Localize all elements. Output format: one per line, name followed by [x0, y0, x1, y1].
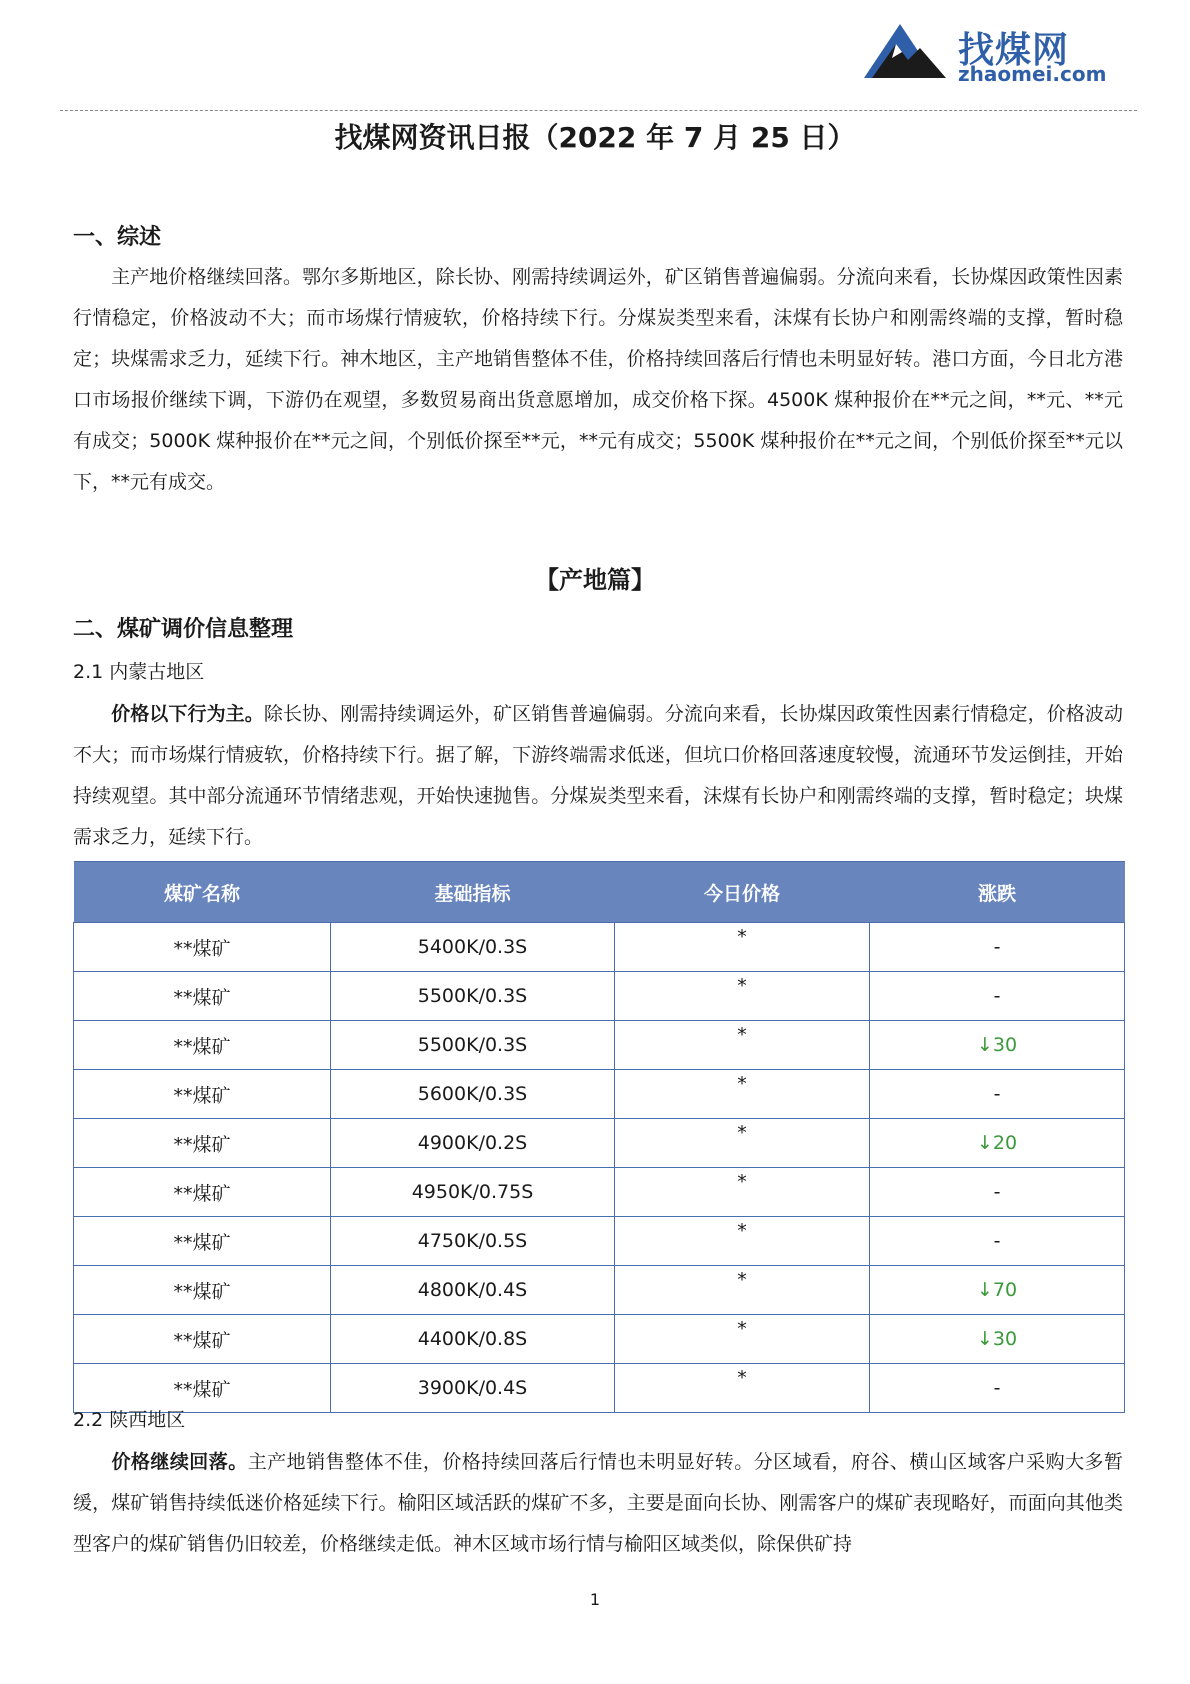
shaanxi-lead: 价格继续回落。	[111, 1451, 248, 1473]
price-cell: *	[615, 1364, 870, 1413]
subsection-heading-shaanxi: 2.2 陕西地区	[73, 1409, 186, 1431]
price-cell: *	[615, 1070, 870, 1119]
column-header-spec: 基础指标	[331, 862, 615, 923]
mine-name-cell: **煤矿	[74, 1217, 331, 1266]
mine-name-cell: **煤矿	[74, 1266, 331, 1315]
table-header-row	[74, 862, 1125, 923]
table-row	[74, 923, 1125, 972]
change-cell: -	[870, 923, 1125, 972]
change-cell: -	[870, 1217, 1125, 1266]
table-row	[74, 1070, 1125, 1119]
mine-name-cell: **煤矿	[74, 1070, 331, 1119]
header-divider	[60, 110, 1137, 111]
spec-cell: 4750K/0.5S	[331, 1217, 615, 1266]
mine-name-cell: **煤矿	[74, 923, 331, 972]
shaanxi-text: 主产地销售整体不佳，价格持续回落后行情也未明显好转。分区域看，府谷、横山区域客户采购大多暂缓，煤矿销售持续低迷价格延续下行。榆阳区域活跃的煤矿不多，主要是面向长协、刚需客户的煤矿表现略好，而面向其他类型客户的煤矿销售仍旧较差，价格继续走低。神木区域市场行情与榆阳区域类似，除保供矿持	[73, 1451, 1123, 1555]
section-heading-price-adjustments: 二、煤矿调价信息整理	[73, 617, 294, 642]
price-cell: *	[615, 1266, 870, 1315]
shaanxi-paragraph	[73, 1442, 1123, 1565]
spec-cell: 5500K/0.3S	[331, 972, 615, 1021]
price-cell: *	[615, 1168, 870, 1217]
mountain-logo-icon	[862, 20, 954, 80]
change-cell: -	[870, 1070, 1125, 1119]
mine-name-cell: **煤矿	[74, 1119, 331, 1168]
spec-cell: 4950K/0.75S	[331, 1168, 615, 1217]
spec-cell: 4800K/0.4S	[331, 1266, 615, 1315]
price-cell: *	[615, 1217, 870, 1266]
price-cell: *	[615, 972, 870, 1021]
column-header-price: 今日价格	[615, 862, 870, 923]
column-header-mine-name: 煤矿名称	[74, 862, 331, 923]
mine-name-cell: **煤矿	[74, 1021, 331, 1070]
spec-cell: 5600K/0.3S	[331, 1070, 615, 1119]
table-row	[74, 1168, 1125, 1217]
page-title: 找煤网资讯日报（2022 年 7 月 25 日）	[334, 121, 856, 154]
spec-cell: 5400K/0.3S	[331, 923, 615, 972]
part-heading-origin: 【产地篇】	[535, 566, 655, 594]
column-header-change: 涨跌	[870, 862, 1125, 923]
spec-cell: 3900K/0.4S	[331, 1364, 615, 1413]
table-row	[74, 972, 1125, 1021]
spec-cell: 4900K/0.2S	[331, 1119, 615, 1168]
price-cell: *	[615, 1119, 870, 1168]
table-row	[74, 1217, 1125, 1266]
mine-name-cell: **煤矿	[74, 1315, 331, 1364]
change-cell: ↓30	[870, 1315, 1125, 1364]
table-row	[74, 1119, 1125, 1168]
table-row	[74, 1021, 1125, 1070]
table-row	[74, 1364, 1125, 1413]
change-cell: ↓70	[870, 1266, 1125, 1315]
overview-text: 主产地价格继续回落。鄂尔多斯地区，除长协、刚需持续调运外，矿区销售普遍偏弱。分流向来看，长协煤因政策性因素行情稳定，价格波动不大；而市场煤行情疲软，价格持续下行。分煤炭类型来看，沫煤有长协户和刚需终端的支撑，暂时稳定；块煤需求乏力，延续下行。神木地区，主产地销售整体不佳，价格持续回落后行情也未明显好转。港口方面，今日北方港口市场报价继续下调，下游仍在观望，多数贸易商出货意愿增加，成交价格下探。4500K 煤种报价在**元之间，**元、**元有成交；5000K 煤种报价在**元之间，个别低价探至**元，**元有成交；5500K 煤种报价在**元之间，个别低价探至**元以下，**元有成交。	[73, 266, 1123, 493]
spec-cell: 4400K/0.8S	[331, 1315, 615, 1364]
logo-domain: zhaomei.com	[958, 62, 1107, 86]
price-cell: *	[615, 1021, 870, 1070]
page-number: 1	[589, 1590, 601, 1609]
table-row	[74, 1315, 1125, 1364]
change-cell: ↓30	[870, 1021, 1125, 1070]
price-cell: *	[615, 923, 870, 972]
logo-chinese-name: 找煤网	[958, 30, 1070, 71]
section-heading-overview: 一、综述	[73, 225, 162, 250]
change-cell: -	[870, 972, 1125, 1021]
price-cell: *	[615, 1315, 870, 1364]
mine-name-cell: **煤矿	[74, 1364, 331, 1413]
mine-name-cell: **煤矿	[74, 1168, 331, 1217]
overview-paragraph	[73, 257, 1123, 503]
inner-mongolia-paragraph	[73, 694, 1123, 858]
table-body	[74, 923, 1125, 1413]
subsection-heading-inner-mongolia: 2.1 内蒙古地区	[73, 661, 205, 683]
coal-mine-price-table	[73, 861, 1125, 1413]
mine-name-cell: **煤矿	[74, 972, 331, 1021]
spec-cell: 5500K/0.3S	[331, 1021, 615, 1070]
change-cell: -	[870, 1168, 1125, 1217]
change-cell: ↓20	[870, 1119, 1125, 1168]
table-row	[74, 1266, 1125, 1315]
inner-mongolia-text: 除长协、刚需持续调运外，矿区销售普遍偏弱。分流向来看，长协煤因政策性因素行情稳定，价格波动不大；而市场煤行情疲软，价格持续下行。据了解，下游终端需求低迷，但坑口价格回落速度较慢，流通环节发运倒挂，开始持续观望。其中部分流通环节情绪悲观，开始快速抛售。分煤炭类型来看，沫煤有长协户和刚需终端的支撑，暂时稳定；块煤需求乏力，延续下行。	[73, 703, 1123, 848]
change-cell: -	[870, 1364, 1125, 1413]
inner-mongolia-lead: 价格以下行为主。	[111, 703, 264, 725]
zhaomei-logo	[862, 20, 1107, 86]
